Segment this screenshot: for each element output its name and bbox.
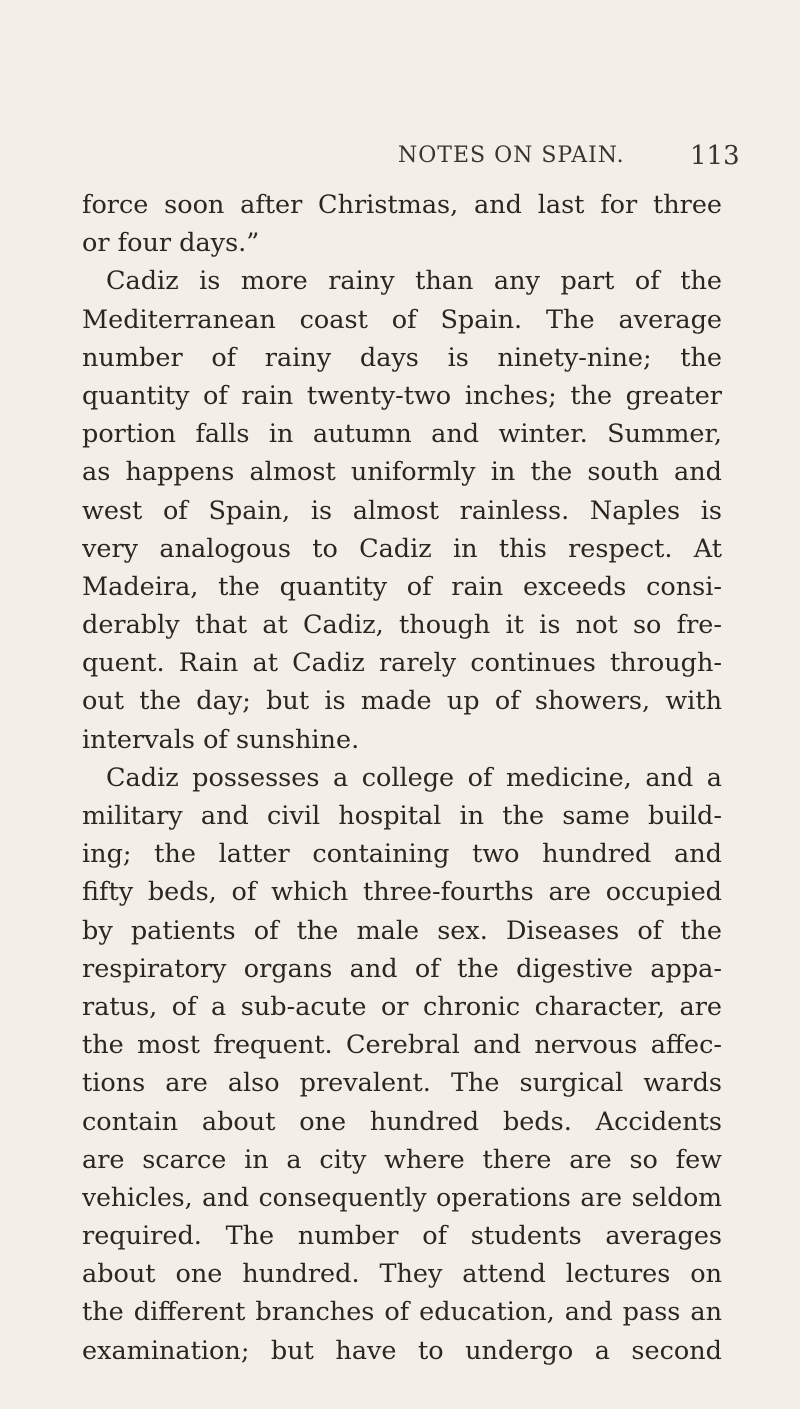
paragraph-start-line: Cadiz possesses a college of medicine, and a xyxy=(106,762,722,793)
text-line: contain about one hundred beds. Accidents xyxy=(82,1106,722,1137)
text-line: or four days.” xyxy=(82,228,260,259)
text-line: force soon after Christmas, and last for three xyxy=(82,190,722,220)
text-line: derably that at Cadiz, though it is not so fre- xyxy=(82,610,722,641)
text-line: quent. Rain at Cadiz rarely continues through- xyxy=(82,648,722,679)
text-line: as happens almost uniformly in the south and xyxy=(82,457,722,488)
text-line: quantity of rain twenty-two inches; the greater xyxy=(82,380,722,411)
text-line: west of Spain, is almost rainless. Naples is xyxy=(82,495,722,526)
text-line: required. The number of students averages xyxy=(82,1221,722,1252)
running-head xyxy=(398,136,778,176)
text-line: intervals of sunshine. xyxy=(82,724,360,755)
text-line: military and civil hospital in the same build- xyxy=(82,801,722,831)
text-line: fifty beds, of which three-fourths are occupied xyxy=(82,877,722,908)
text-line: about one hundred. They attend lectures on xyxy=(82,1259,722,1290)
running-title: NOTES ON SPAIN. xyxy=(398,143,625,168)
paragraph-start-line: Cadiz is more rainy than any part of the xyxy=(106,266,722,297)
text-line: Mediterranean coast of Spain. The average xyxy=(82,304,722,335)
text-line: ratus, of a sub-acute or chronic character, are xyxy=(82,991,722,1022)
text-line: the different branches of education, and pass an xyxy=(82,1297,722,1328)
text-line: portion falls in autumn and winter. Summer, xyxy=(82,419,722,450)
text-line: respiratory organs and of the digestive appa- xyxy=(82,953,722,984)
text-line: out the day; but is made up of showers, with xyxy=(82,686,722,717)
text-line: ing; the latter containing two hundred and xyxy=(82,839,722,870)
text-line: very analogous to Cadiz in this respect. At xyxy=(82,533,722,564)
text-line: are scarce in a city where there are so few xyxy=(82,1144,722,1175)
text-line: Madeira, the quantity of rain exceeds consi- xyxy=(82,571,722,602)
body-text xyxy=(82,186,722,1370)
text-line: by patients of the male sex. Diseases of the xyxy=(82,915,722,946)
text-line: number of rainy days is ninety-nine; the xyxy=(82,342,722,373)
text-line: tions are also prevalent. The surgical wards xyxy=(82,1068,722,1099)
text-line: the most frequent. Cerebral and nervous affec- xyxy=(82,1030,722,1061)
text-line: vehicles, and consequently operations are seldom xyxy=(82,1182,722,1212)
page-number: 113 xyxy=(690,141,740,171)
text-line: examination; but have to undergo a second xyxy=(82,1335,722,1366)
